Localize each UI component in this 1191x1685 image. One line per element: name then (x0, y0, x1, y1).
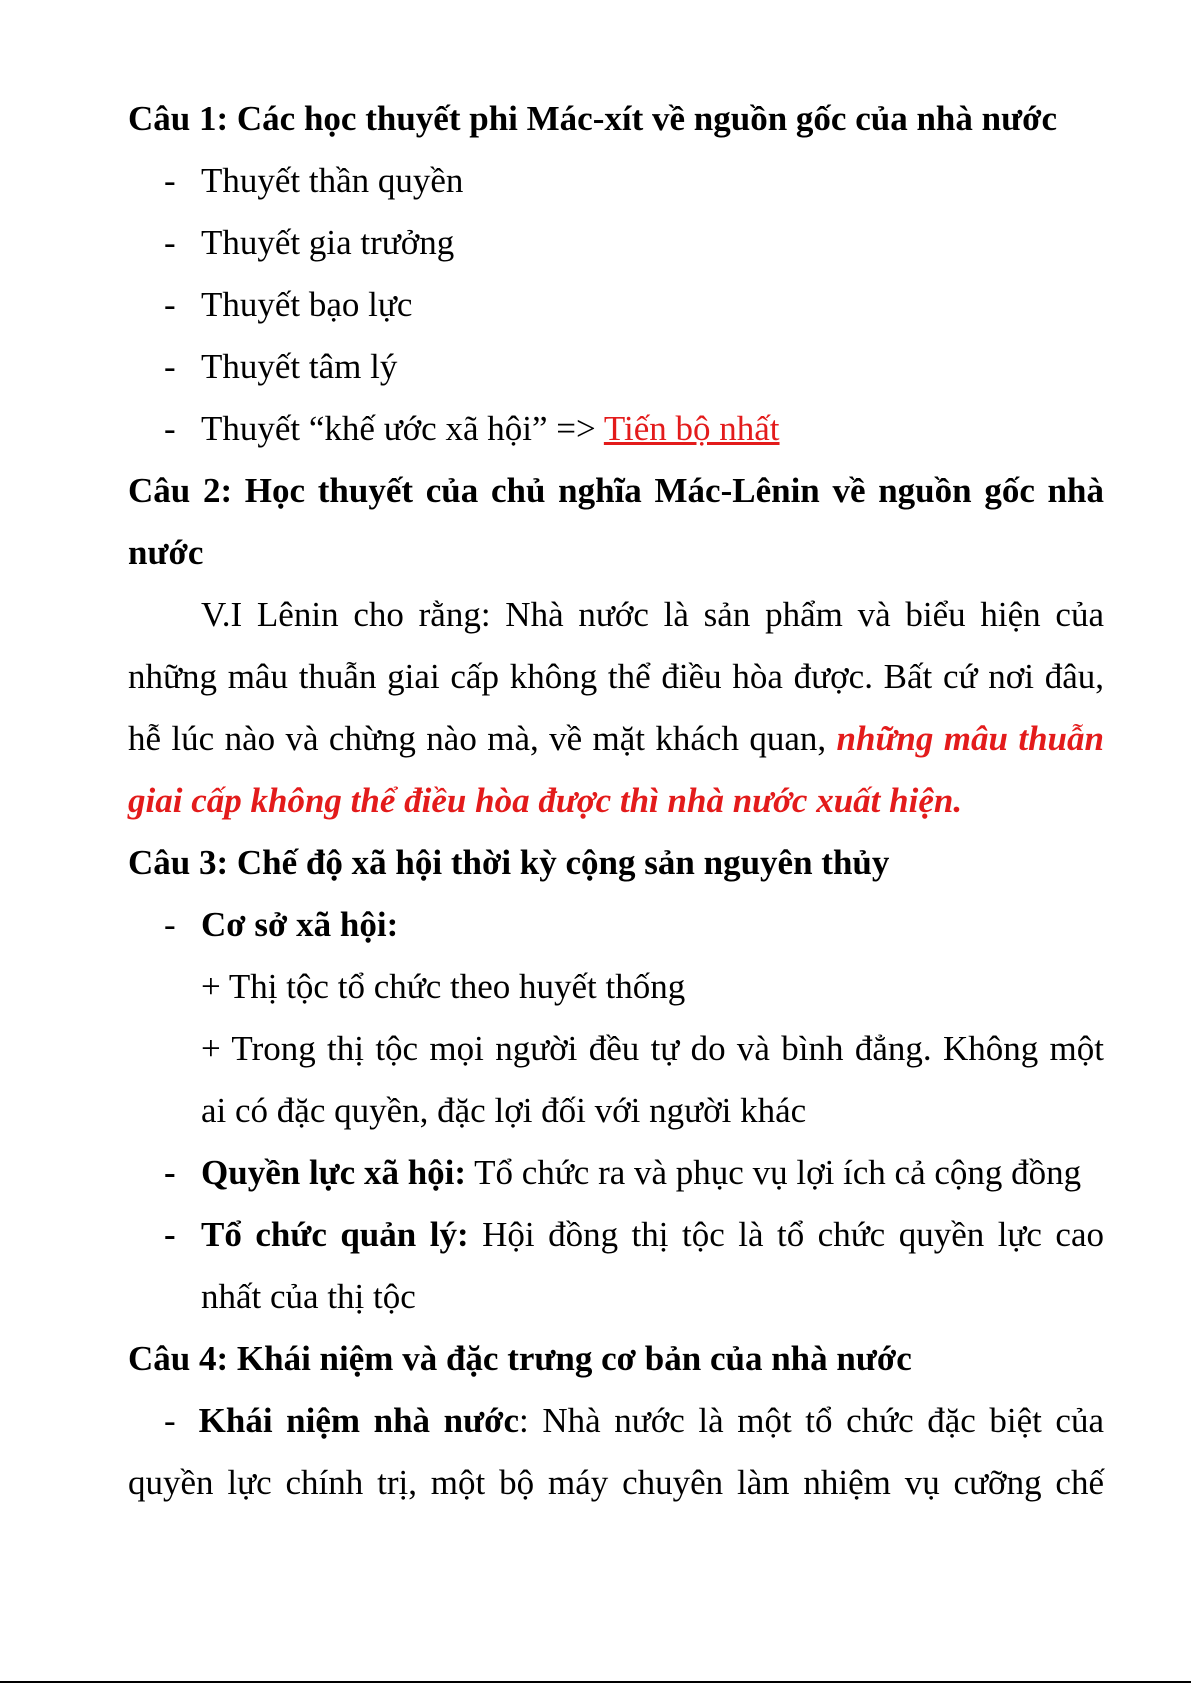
q1-item-text: Thuyết gia trưởng (201, 223, 455, 262)
q2-heading: Câu 2: Học thuyết của chủ nghĩa Mác-Lênin về nguồn gốc nhà nước (128, 471, 1104, 572)
q2-paragraph (128, 584, 1104, 832)
q2-paragraph-text: V.I Lênin cho rằng: Nhà nước là sản phẩm và biểu hiện của những mâu thuẫn giai cấp không thể điều hòa được. Bất cứ nơi đâu, hễ lúc nào và chừng nào mà, về mặt khách quan, (128, 595, 1104, 758)
bullet-dash: - (164, 1401, 176, 1440)
bullet-dash: - (164, 1215, 176, 1254)
q1-item (128, 212, 1104, 274)
q4-concept-text: : Nhà nước là một tổ chức đặc biệt của quyền lực chính trị, một bộ máy chuyên làm nhiệm vụ cưỡng chế (128, 1401, 1105, 1502)
q3-basis-item (128, 894, 1104, 956)
bullet-dash: - (164, 161, 176, 200)
q1-heading: Câu 1: Các học thuyết phi Mác-xít về nguồn gốc của nhà nước (128, 99, 1058, 138)
q3-power-label: Quyền lực xã hội: (201, 1153, 467, 1192)
q3-power-text: Tổ chức ra và phục vụ lợi ích cả cộng đồng (466, 1153, 1082, 1192)
q4-concept-item (128, 1390, 1104, 1514)
q2-paragraph-emphasis: những mâu thuẫn giai cấp không thể điều hòa được thì nhà nước xuất hiện. (128, 719, 1104, 820)
q1-item (128, 336, 1104, 398)
highlight-most-progressive: Tiến bộ nhất (603, 409, 780, 448)
page-bottom-rule (0, 1681, 1191, 1683)
q3-management-label: Tổ chức quản lý: (201, 1215, 469, 1254)
q3-management-item (128, 1204, 1104, 1328)
bullet-dash: - (164, 285, 176, 324)
q1-item (128, 150, 1104, 212)
q3-basis-point: + Trong thị tộc mọi người đều tự do và bình đẳng. Không một ai có đặc quyền, đặc lợi đối với người khác (201, 1029, 1104, 1130)
document-page (128, 88, 1104, 1514)
q4-heading: Câu 4: Khái niệm và đặc trưng cơ bản của nhà nước (128, 1339, 912, 1378)
bullet-dash: - (164, 347, 176, 386)
q1-item-text: Thuyết thần quyền (201, 161, 464, 200)
q1-item-text: Thuyết tâm lý (201, 347, 398, 386)
q1-item-last (128, 398, 1104, 460)
q3-management-text: Hội đồng thị tộc là tổ chức quyền lực cao nhất của thị tộc (201, 1215, 1104, 1316)
q1-item-text: Thuyết bạo lực (201, 285, 413, 324)
q1-item (128, 274, 1104, 336)
q3-basis-point: + Thị tộc tổ chức theo huyết thống (201, 967, 686, 1006)
bullet-dash: - (164, 409, 176, 448)
q3-power-item (128, 1142, 1104, 1204)
bullet-dash: - (164, 905, 176, 944)
bullet-dash: - (164, 1153, 176, 1192)
q4-concept-label: Khái niệm nhà nước (198, 1401, 520, 1440)
q1-item-text: Thuyết “khế ước xã hội” => (201, 409, 604, 448)
q3-basis-label: Cơ sở xã hội: (201, 905, 399, 944)
q3-heading: Câu 3: Chế độ xã hội thời kỳ cộng sản nguyên thủy (128, 843, 890, 882)
bullet-dash: - (164, 223, 176, 262)
